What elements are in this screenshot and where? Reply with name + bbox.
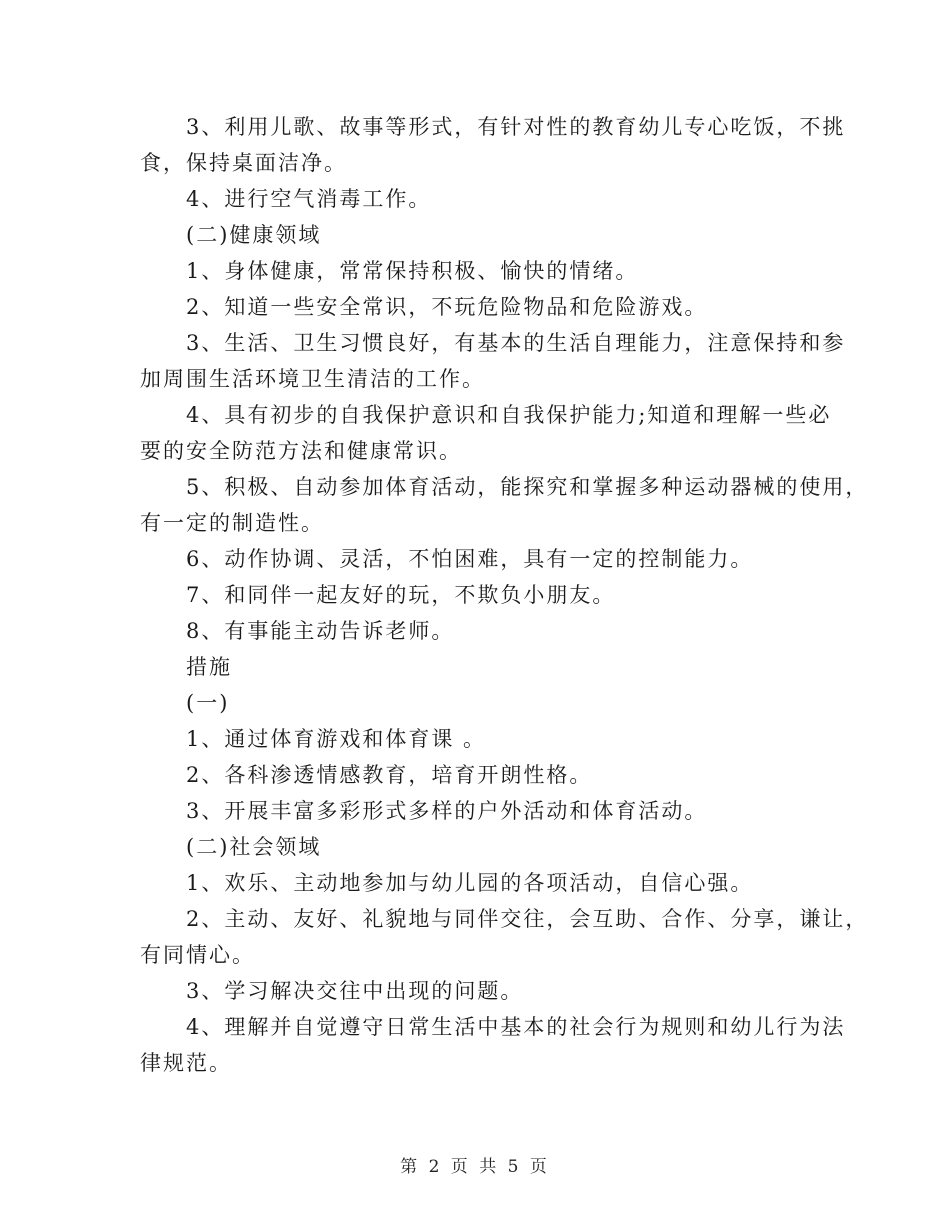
page-footer: 第 2 页 共 5 页 <box>400 1157 550 1177</box>
text-line: 3、利用儿歌、故事等形式，有针对性的教育幼儿专心吃饭，不挑 <box>186 115 846 139</box>
text-line: (二)健康领域 <box>186 223 322 247</box>
text-line: 1、身体健康，常常保持积极、愉快的情绪。 <box>186 259 639 283</box>
text-line: 3、开展丰富多彩形式多样的户外活动和体育活动。 <box>186 799 708 823</box>
text-line: 4、理解并自觉遵守日常生活中基本的社会行为规则和幼儿行为法 <box>186 1015 846 1039</box>
text-line: (一) <box>186 691 230 715</box>
text-line: 5、积极、自动参加体育活动，能探究和掌握多种运动器械的使用， <box>186 475 869 499</box>
text-line: 律规范。 <box>140 1051 232 1075</box>
text-line: 6、动作协调、灵活，不怕困难，具有一定的控制能力。 <box>186 547 754 571</box>
text-line: 要的安全防范方法和健康常识。 <box>140 439 462 463</box>
text-line: 2、主动、友好、礼貌地与同伴交往，会互助、合作、分享，谦让， <box>186 907 869 931</box>
document-body <box>140 109 869 1081</box>
text-line: 3、学习解决交往中出现的问题。 <box>186 979 524 1003</box>
text-line: 2、各科渗透情感教育，培育开朗性格。 <box>186 763 593 787</box>
text-line: 措施 <box>186 655 232 679</box>
text-line: 8、有事能主动告诉老师。 <box>186 619 455 643</box>
text-line: (二)社会领域 <box>186 835 322 859</box>
text-line: 有同情心。 <box>140 943 255 967</box>
text-line: 加周围生活环境卫生清洁的工作。 <box>140 367 485 391</box>
text-line: 7、和同伴一起友好的玩，不欺负小朋友。 <box>186 583 616 607</box>
text-line: 4、进行空气消毒工作。 <box>186 187 432 211</box>
text-line: 食，保持桌面洁净。 <box>140 151 347 175</box>
text-line: 1、欢乐、主动地参加与幼儿园的各项活动，自信心强。 <box>186 871 754 895</box>
text-line: 3、生活、卫生习惯良好，有基本的生活自理能力，注意保持和参 <box>186 331 846 355</box>
text-line: 2、知道一些安全常识，不玩危险物品和危险游戏。 <box>186 295 708 319</box>
text-line: 4、具有初步的自我保护意识和自我保护能力;知道和理解一些必 <box>186 403 832 427</box>
text-line: 1、通过体育游戏和体育课 。 <box>186 727 487 751</box>
text-line: 有一定的制造性。 <box>140 511 324 535</box>
